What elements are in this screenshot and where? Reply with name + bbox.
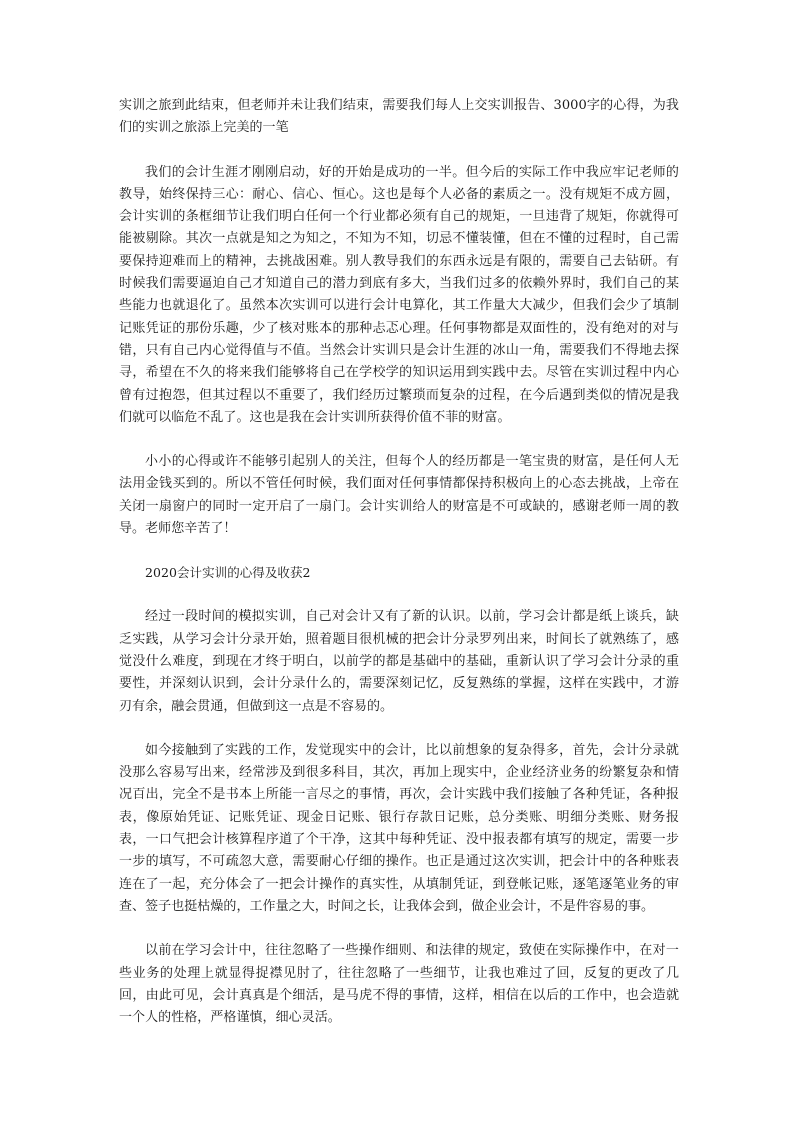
paragraph-practice: 如今接触到了实践的工作，发觉现实中的会计，比以前想象的复杂得多，首先，会计分录就没那么容易写出来，经常涉及到很多科目，其次，再加上现实中，企业经济业务的纷繁复杂和情况百出，完全不是书本上所能一言尽之的事情，再次，会计实践中我们接触了各种凭证，各种报表，像原始凭证、记账凭证、现金日记账、银行存款日记账，总分类账、明细分类账、财务报表，一口气把会计核算程序道了个干净，这其中每种凭证、没中报表都有填写的规定，需要一步一步的填写，不可疏忽大意，需要耐心仔细的操作。也正是通过这次实训，把会计中的各种账表连在了一起，充分体会了一把会计操作的真实性，从填制凭证，到登帐记账，逐笔逐笔业务的审查、签子也挺枯燥的，工作量之大，时间之长，让我体会到，做企业会计，不是件容易的事。 [119, 742, 679, 914]
section-heading: 2020会计实训的心得及收获2 [145, 565, 311, 581]
paragraph-details: 以前在学习会计中，往往忽略了一些操作细则、和法律的规定，致使在实际操作中，在对一些业务的处理上就显得捉襟见肘了，往往忽略了一些细节，让我也难过了回，反复的更改了几回，由此可见，会计真真是个细活，是马虎不得的事情，这样，相信在以后的工作中，也会造就一个人的性格，严格谨慎，细心灵活。 [119, 943, 679, 1026]
paragraph-reflection: 我们的会计生涯才刚刚启动，好的开始是成功的一半。但今后的实际工作中我应牢记老师的教导，始终保持三心：耐心、信心、恒心。这也是每个人必备的素质之一。没有规矩不成方圆，会计实训的条框细节让我们明白任何一个行业都必须有自己的规矩，一旦违背了规矩，你就得可能被剔除。其次一点就是知之为知之，不知为不知，切忌不懂装懂，但在不懂的过程时，自己需要保持迎难而上的精神，去挑战困难。别人教导我们的东西永远是有限的，需要自己去钻研。有时候我们需要逼迫自己才知道自己的潜力到底有多大，当我们过多的依赖外界时，我们自己的某些能力也就退化了。虽然本次实训可以进行会计电算化，其工作量大大减少，但我们会少了填制记账凭证的那份乐趣，少了核对账本的那种忐忑心理。任何事物都是双面性的，没有绝对的对与错，只有自己内心觉得值与不值。当然会计实训只是会计生涯的冰山一角，需要我们不得地去探寻，希望在不久的将来我们能够将自己在学校学的知识运用到实践中去。尽管在实训过程中内心曾有过抱怨，但其过程以不重要了，我们经历过繁琐而复杂的过程，在今后遇到类似的情况是我们就可以临危不乱了。这也是我在会计实训所获得价值不菲的财富。 [119, 164, 679, 425]
paragraph-intro: 实训之旅到此结束，但老师并未让我们结束，需要我们每人上交实训报告、3000字的心得，为我们的实训之旅添上完美的一笔 [119, 98, 679, 136]
paragraph-simulation: 经过一段时间的模拟实训，自己对会计又有了新的认识。以前，学习会计都是纸上谈兵，缺乏实践，从学习会计分录开始，照着题目很机械的把会计分录罗列出来，时间长了就熟练了，感觉没什么难度，到现在才终于明白，以前学的都是基础中的基础，重新认识了学习会计分录的重要性，并深刻认识到，会计分录什么的，需要深刻记忆，反复熟练的掌握，这样在实践中，才游刃有余，融会贯通，但做到这一点是不容易的。 [119, 609, 679, 714]
paragraph-closing: 小小的心得或许不能够引起别人的关注，但每个人的经历都是一笔宝贵的财富，是任何人无法用金钱买到的。所以不管任何时候，我们面对任何事情都保持积极向上的心态去挑战，上帝在关闭一扇窗户的同时一定开启了一扇门。会计实训给人的财富是不可或缺的，感谢老师一周的教导。老师您辛苦了！ [119, 454, 679, 537]
document-body [119, 95, 679, 1029]
